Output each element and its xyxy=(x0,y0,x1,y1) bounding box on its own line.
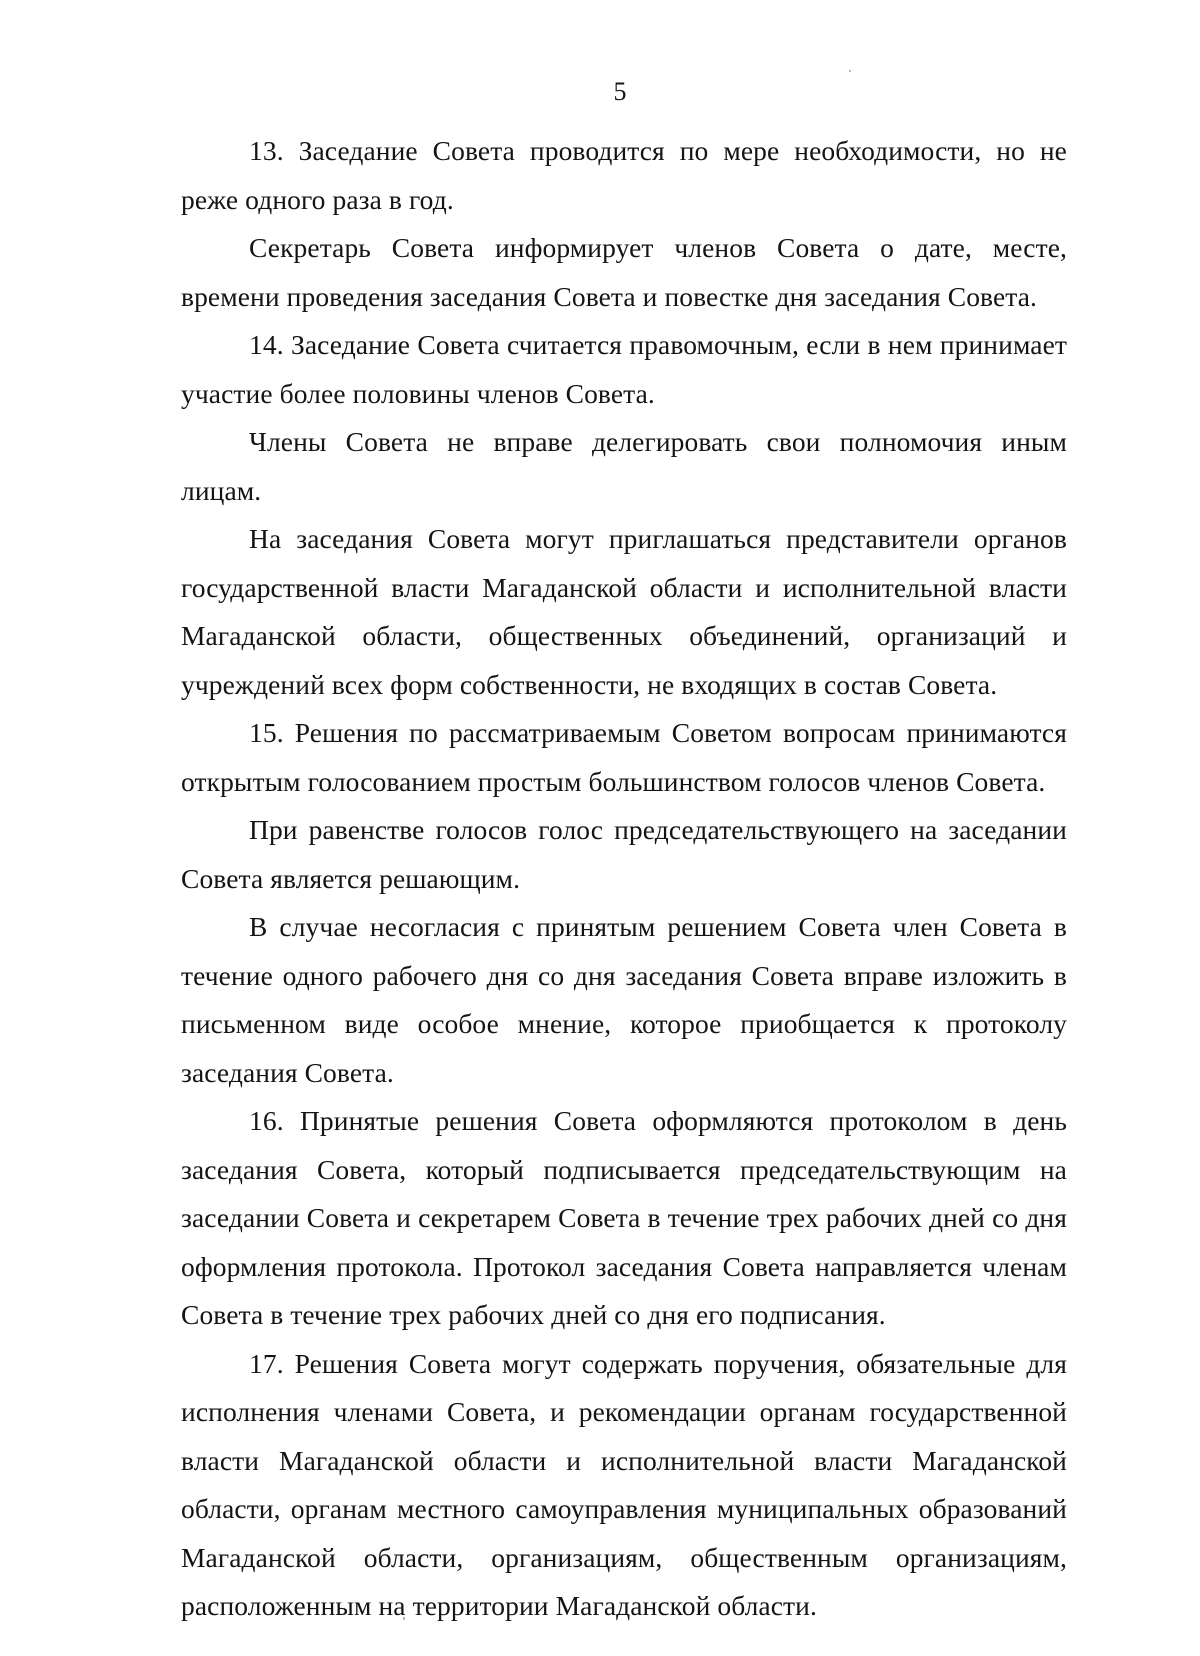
paragraph-15-dissent: В случае несогласия с принятым решением Совета член Совета в течение одного рабочего дня со дня заседания Совета вправе изложить в письменном виде особое мнение, которое приобщается к протоколу заседания Совета. xyxy=(181,911,1067,1088)
paragraph-14: 14. Заседание Совета считается правомочным, если в нем принимает участие более половины членов Совета. xyxy=(181,329,1067,409)
paragraph-13-secretary: Секретарь Совета информирует членов Совета о дате, месте, времени проведения заседания Совета и повестке дня заседания Совета. xyxy=(181,232,1067,312)
paragraph-15-tie-vote: При равенстве голосов голос председательствующего на заседании Совета является решающим. xyxy=(181,814,1067,894)
paragraph-14-invitees: На заседания Совета могут приглашаться представители органов государственной власти Магаданской области и исполнительной власти Магаданской области, общественных объединений, организаций и учреждений всех форм собственности, не входящих в состав Совета. xyxy=(181,523,1067,700)
paragraph-15: 15. Решения по рассматриваемым Советом вопросам принимаются открытым голосованием простым большинством голосов членов Совета. xyxy=(181,717,1067,797)
paragraph-14-delegation: Члены Совета не вправе делегировать свои полномочия иным лицам. xyxy=(181,426,1067,506)
scan-speck xyxy=(849,70,851,72)
page-number: 5 xyxy=(613,77,627,106)
document-body xyxy=(181,127,1067,1631)
paragraph-16: 16. Принятые решения Совета оформляются протоколом в день заседания Совета, который подписывается председательствующим на заседании Совета и секретарем Совета в течение трех рабочих дней со дня оформления протокола. Протокол заседания Совета направляется членам Совета в течение трех рабочих дней со дня его подписания. xyxy=(181,1105,1067,1330)
paragraph-17: 17. Решения Совета могут содержать поручения, обязательные для исполнения членами Совета, и рекомендации органам государственной власти Магаданской области и исполнительной власти Магаданской области, органам местного самоуправления муниципальных образований Магаданской области, организациям, общественным организациям, расположенным на территории Магаданской области. xyxy=(181,1347,1067,1621)
paragraph-13: 13. Заседание Совета проводится по мере необходимости, но не реже одного раза в год. xyxy=(181,135,1067,215)
